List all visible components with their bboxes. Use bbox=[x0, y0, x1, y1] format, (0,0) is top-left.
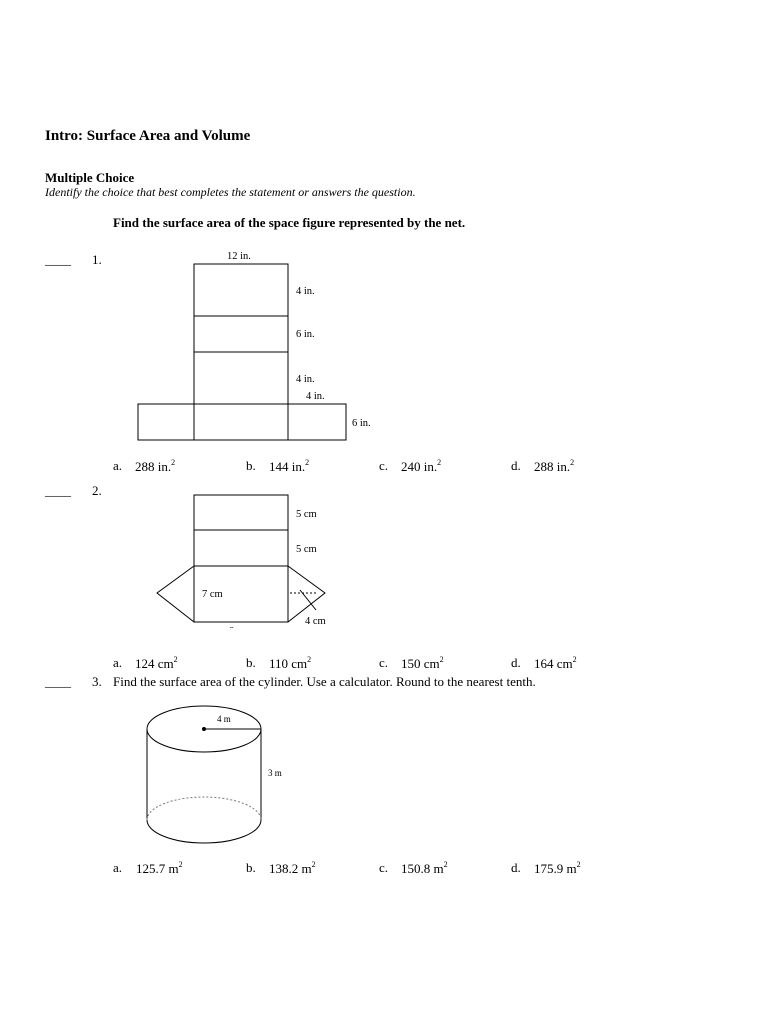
question-number: 2. bbox=[92, 483, 102, 498]
option-letter: a. bbox=[113, 655, 123, 670]
option-value: 110 cm bbox=[269, 656, 308, 671]
option-exponent: 2 bbox=[311, 860, 316, 869]
dimension-label: 4 in. bbox=[306, 391, 325, 402]
option-letter: d. bbox=[511, 860, 521, 875]
option-letter: d. bbox=[511, 655, 521, 670]
option-letter: c. bbox=[379, 458, 389, 473]
dimension-label: 5 cm bbox=[296, 544, 317, 555]
option-letter: a. bbox=[113, 458, 123, 473]
option-letter: a. bbox=[113, 860, 123, 875]
dimension-label: 6 in. bbox=[352, 418, 371, 429]
option-d[interactable] bbox=[534, 860, 581, 877]
answer-blank[interactable]: ____ bbox=[45, 483, 71, 498]
option-value: 138.2 m bbox=[269, 861, 312, 876]
dimension-label: 4 in. bbox=[296, 374, 315, 385]
dimension-label: 7 cm bbox=[202, 589, 223, 600]
option-a[interactable] bbox=[136, 860, 183, 877]
option-letter: c. bbox=[379, 860, 389, 875]
page-title: Intro: Surface Area and Volume bbox=[45, 128, 251, 144]
option-value: 164 cm bbox=[534, 656, 573, 671]
option-c[interactable] bbox=[401, 860, 448, 877]
option-exponent: 2 bbox=[443, 860, 448, 869]
option-exponent: 2 bbox=[576, 860, 581, 869]
option-exponent: 2 bbox=[173, 655, 178, 664]
option-b[interactable] bbox=[269, 860, 316, 877]
answer-blank[interactable]: ____ bbox=[45, 252, 71, 267]
dimension-label: 4 in. bbox=[296, 286, 315, 297]
dimension-label: 6 in. bbox=[296, 329, 315, 340]
option-letter: c. bbox=[379, 655, 389, 670]
option-letter: d. bbox=[511, 458, 521, 473]
option-value: 144 in. bbox=[269, 459, 306, 474]
option-exponent: 2 bbox=[570, 458, 575, 467]
option-exponent: 2 bbox=[178, 860, 183, 869]
option-value: 240 in. bbox=[401, 459, 438, 474]
option-value: 288 in. bbox=[135, 459, 172, 474]
question-text: Find the surface area of the cylinder. Use a calculator. Round to the nearest tenth. bbox=[113, 674, 536, 689]
option-value: 288 in. bbox=[534, 459, 571, 474]
option-value: 124 cm bbox=[135, 656, 174, 671]
dimension-label: 3 m bbox=[268, 768, 282, 778]
option-value: 150.8 m bbox=[401, 861, 444, 876]
dimension-label: 4 m bbox=[217, 714, 231, 724]
option-letter: b. bbox=[246, 860, 256, 875]
option-value: 175.9 m bbox=[534, 861, 577, 876]
option-exponent: 2 bbox=[572, 655, 577, 664]
dimension-label: 12 in. bbox=[227, 251, 251, 262]
option-exponent: 2 bbox=[439, 655, 444, 664]
instructions: Identify the choice that best completes the statement or answers the question. bbox=[45, 185, 416, 199]
option-value: 150 cm bbox=[401, 656, 440, 671]
question-number: 1. bbox=[92, 252, 102, 267]
answer-blank[interactable]: ____ bbox=[45, 674, 71, 689]
option-letter: b. bbox=[246, 458, 256, 473]
section-heading: Multiple Choice bbox=[45, 170, 135, 185]
question-number: 3. bbox=[92, 674, 102, 689]
option-exponent: 2 bbox=[171, 458, 176, 467]
dimension-label: 5 cm bbox=[296, 509, 317, 520]
question-prompt: Find the surface area of the space figure represented by the net. bbox=[113, 215, 466, 230]
option-value: 125.7 m bbox=[136, 861, 179, 876]
dimension-label: 4 cm bbox=[305, 616, 326, 627]
option-letter: b. bbox=[246, 655, 256, 670]
option-exponent: 2 bbox=[437, 458, 442, 467]
option-exponent: 2 bbox=[307, 655, 312, 664]
option-exponent: 2 bbox=[305, 458, 310, 467]
